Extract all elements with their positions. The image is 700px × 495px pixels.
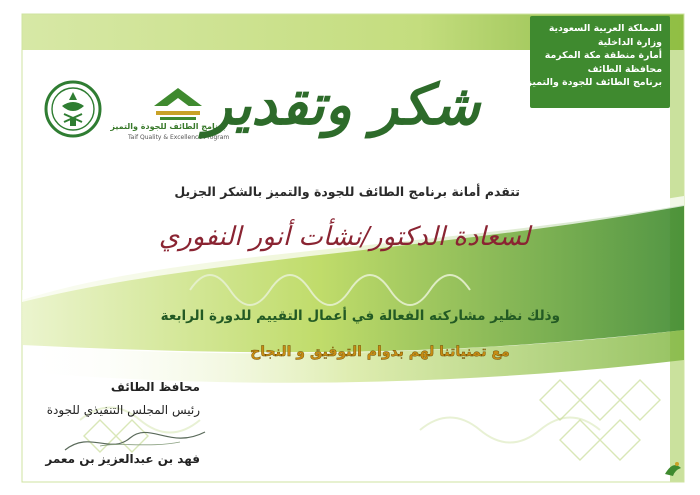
corner-emblem-icon xyxy=(662,458,684,480)
program-name-en: Taif Quality & Excellence Program xyxy=(128,134,230,141)
signatory-title: محافظ الطائف xyxy=(110,380,200,394)
issuer-header xyxy=(526,16,670,108)
header-line: برنامج الطائف للجودة والتميز xyxy=(526,77,662,89)
header-line: أمارة منطقة مكة المكرمة xyxy=(544,50,662,62)
signatory-role: رئيس المجلس التنفيذي للجودة xyxy=(46,403,200,417)
header-line: وزارة الداخلية xyxy=(597,36,662,48)
program-name-ar: برنامج الطائف للجودة والتميز xyxy=(110,122,226,131)
signatory-name: فهد بن عبدالعزيز بن معمر xyxy=(45,452,200,466)
certificate-title: شكر وتقدير xyxy=(204,72,480,138)
wish-text: مع تمنياتنا لهم بدوام التوفيق و النجاح xyxy=(250,344,510,360)
recipient-name: لسعادة الدكتور/نشأت أنور النفوري xyxy=(158,222,530,252)
header-line: محافظة الطائف xyxy=(587,63,662,75)
header-line: المملكة العربية السعودية xyxy=(548,23,662,34)
reason-text: وذلك نظير مشاركته الفعالة في أعمال التقييم للدورة الرابعة xyxy=(160,308,560,324)
ministry-seal-icon xyxy=(44,80,102,138)
intro-text: تتقدم أمانة برنامج الطائف للجودة والتميز بالشكر الجزيل xyxy=(174,184,520,199)
